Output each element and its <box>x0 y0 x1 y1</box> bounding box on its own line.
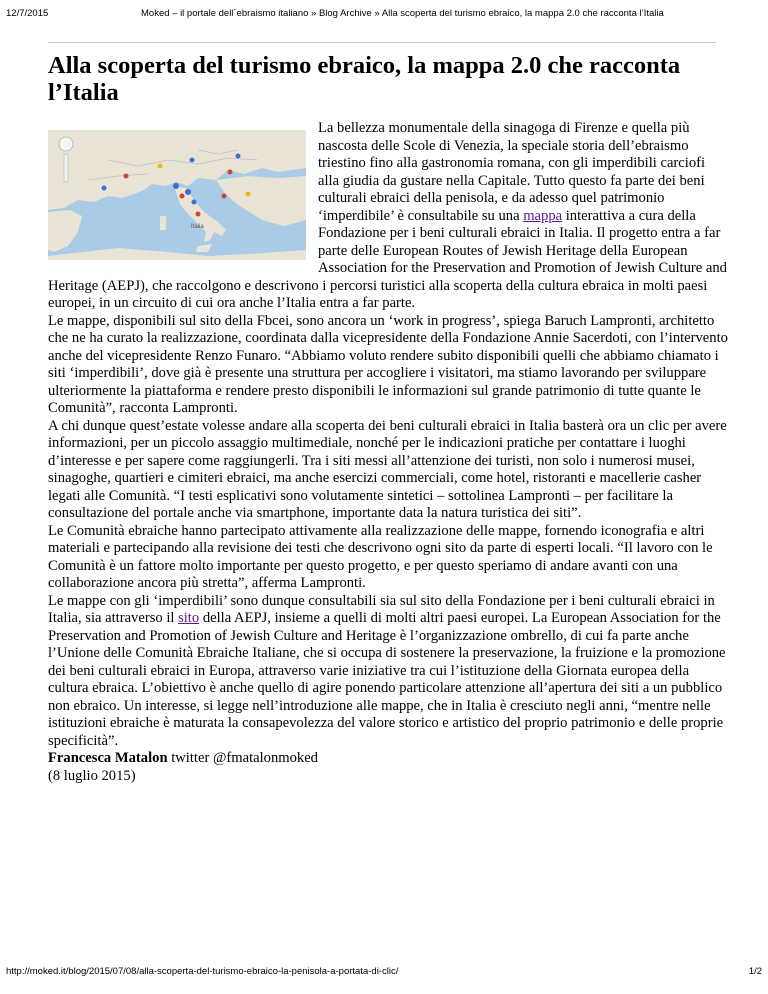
publication-date: (8 luglio 2015) <box>48 767 136 784</box>
map-graphic <box>48 130 306 260</box>
map-label-italy: Italia <box>191 224 204 230</box>
author-name: Francesca Matalon <box>48 750 168 766</box>
print-footer <box>0 958 768 988</box>
paragraph-5: Le mappe con gli ‘imperdibili’ sono dunque consultabili sia sul sito della Fondazione per i beni culturali ebraici in Italia, sia attraverso il sito della AEPJ, insieme a quelli di molti altri paesi europei. La European Association for the Preservation and Promotion of Jewish Culture and Heritage è l’organizzazione ombrello, di cui fa parte anche l’Unione delle Comunità Ebraiche Italiane, che si occupa di sostenere la preservazione, la fruizione e la promozione dei beni culturali ebraici in Europa, attraverso varie iniziative tra cui l’istituzione della Giornata europea della cultura ebraica. L’obiettivo è anche quello di agire ponendo particolare attenzione all’apertura dei siti a un pubblico non ebraico. Un interesse, si legge nell’introduzione alle mappe, che in Italia è cresciuto negli anni, “mentre nelle istituzioni ebraiche è maturata la consapevolezza del valore storico e artistico del proprio patrimonio e delle proprie specificità”. <box>48 592 726 749</box>
paragraph-2: Le mappe, disponibili sul sito della Fbcei, sono ancora un ‘work in progress’, spiega Baruch Lampronti, architetto che ne ha curato la realizzazione, coordinata dalla vicepresidente della Fondazione Annie Sacerdoti, con l’intervento anche del vicepresidente Renzo Funaro. “Abbiamo voluto rendere subito disponibili quelli che abbiamo chiamato i siti ‘imperdibili’, dove già è presente una struttura per accogliere i visitatori, ma stiamo lavorando per sviluppare ulteriormente la piattaforma e rendere presto disponibili le informazioni sul grande patrimonio di tutte quante le Comunità”, racconta Lampronti. <box>48 312 728 416</box>
article <box>48 52 728 785</box>
sito-link[interactable]: sito <box>178 610 200 626</box>
author-twitter: twitter @fmatalonmoked <box>167 750 318 766</box>
paragraph-4: Le Comunità ebraiche hanno partecipato attivamente alla realizzazione delle mappe, fornendo iconografia e altri materiali e partecipando alla revisione dei testi che descrivono ogni sito da parte di esperti locali. “Il lavoro con le Comunità è un fattore molto importante per questo progetto, e per questo speriamo di andare avanti con una collaborazione ancora più stretta”, afferma Lampronti. <box>48 522 713 591</box>
paragraph-3: A chi dunque quest’estate volesse andare alla scoperta dei beni culturali ebraici in Italia basterà ora un clic per avere informazioni, per un piccolo assaggio multimediale, nonché per le indicazioni pratiche per contattare i luoghi d’interesse e per sapere come raggiungerli. Tra i siti messi all’attenzione dei turisti, non solo i numerosi musei, sinagoghe, quartieri e cimiteri ebraici, ma anche esercizi commerciali, come hotel, ristoranti e macellerie casher legati alle Comunità. “I testi esplicativi sono volutamente sintetici – sottolinea Lampronti – per facilitare la consultazione del portale anche via smartphone, importante data la natura turistica dei siti”. <box>48 417 727 521</box>
map-image <box>48 130 306 260</box>
article-title: Alla scoperta del turismo ebraico, la mappa 2.0 che racconta l’Italia <box>48 52 681 106</box>
page-url: http://moked.it/blog/2015/07/08/alla-scoperta-del-turismo-ebraico-la-penisola-a-portata-di-clic/ <box>6 966 399 977</box>
print-header <box>0 0 768 30</box>
mappa-link[interactable]: mappa <box>523 207 563 224</box>
page-number: 1/2 <box>748 966 762 977</box>
print-date: 12/7/2015 <box>6 8 49 19</box>
print-page-title: Moked – il portale dell´ebraismo italiano » Blog Archive » Alla scoperta del turismo ebraico, la mappa 2.0 che racconta l’Italia <box>141 8 664 19</box>
article-body <box>48 120 728 785</box>
header-divider <box>48 42 716 43</box>
author-signature <box>48 750 728 768</box>
paragraph-1: La bellezza monumentale della sinagoga di Firenze e quella più nascosta delle Scole di Venezia, la speciale storia dell’ebraismo triestino fino alla gastronomia romana, con gli imperdibili carciofi alla giudia da gustare nella Capitale. Tutto questo fa parte dei beni culturali ebraici della penisola, e da adesso quel patrimonio ‘imperdibile’ è consultabile su una mappa interattiva a cura della Fondazione per i beni culturali ebraici in Italia. Il progetto entra a far parte delle European Routes of Jewish Heritage della European Association for the Preservation and Promotion of Jewish Culture and Heritage (AEPJ), che raccolgono e descrivono i percorsi turistici alla scoperta della cultura ebraica in molti paesi europei, in un circuito di cui ora anche l’Italia entra a far parte. <box>48 120 727 311</box>
